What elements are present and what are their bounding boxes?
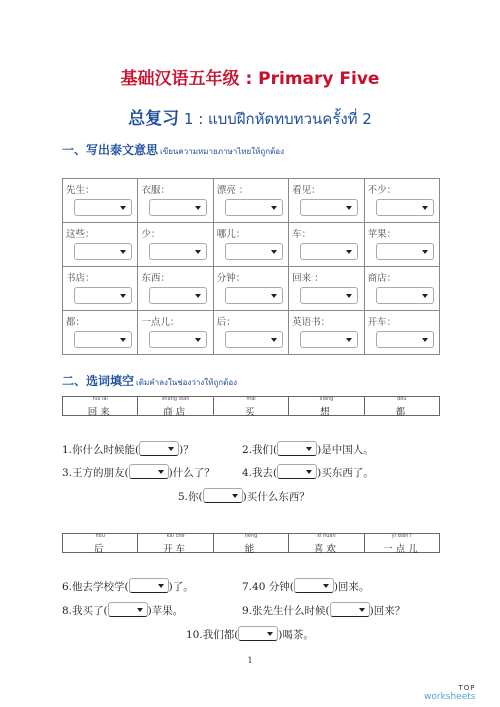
question-8 <box>62 602 183 618</box>
question-text-after: )？ <box>179 444 194 456</box>
answer-dropdown[interactable] <box>108 602 148 617</box>
vocab-word: 哪儿： <box>216 229 246 240</box>
answer-dropdown[interactable] <box>300 243 358 260</box>
page-subtitle <box>0 104 500 131</box>
vocab-word: 开车： <box>367 317 397 328</box>
question-2 <box>242 441 374 457</box>
vocab-cell <box>213 179 288 223</box>
vocab-cell <box>364 267 439 311</box>
section-2-heading <box>62 372 237 389</box>
question-9 <box>242 602 405 618</box>
question-text-after: )买什么东西？ <box>242 491 310 503</box>
vocab-cell <box>138 223 213 267</box>
vocab-cell <box>213 267 288 311</box>
word-bank-cell <box>365 396 439 418</box>
hanzi-word: 都 <box>395 407 409 418</box>
question-text-before: 2.我们( <box>242 444 278 456</box>
answer-dropdown[interactable] <box>139 441 179 456</box>
question-text-before: 10.我们都( <box>186 629 239 641</box>
vocab-word: 看见： <box>292 185 321 196</box>
word-bank-cell <box>63 396 138 418</box>
vocab-cell <box>289 223 364 267</box>
section-1-heading <box>62 141 284 158</box>
answer-dropdown[interactable] <box>149 331 207 348</box>
answer-dropdown[interactable] <box>225 331 283 348</box>
word-bank-cell <box>138 396 213 418</box>
vocab-word: 不少： <box>367 185 397 196</box>
answer-dropdown[interactable] <box>376 199 434 216</box>
pinyin-label: yì diǎn r <box>391 533 413 539</box>
answer-dropdown[interactable] <box>225 243 283 260</box>
section-1-instruction: เขียนความหมายภาษาไทยให้ถูกต้อง <box>160 147 284 156</box>
answer-dropdown[interactable] <box>376 331 434 348</box>
hanzi-word: 一点儿 <box>383 544 421 555</box>
answer-dropdown[interactable] <box>300 331 358 348</box>
vocab-word: 车： <box>292 229 312 240</box>
question-text-before: 7.40 分钟( <box>242 581 294 593</box>
vocab-row <box>63 311 440 355</box>
hanzi-word: 想 <box>320 407 333 418</box>
hanzi-word: 开车 <box>163 544 189 555</box>
answer-dropdown[interactable] <box>74 331 132 348</box>
answer-dropdown[interactable] <box>74 243 132 260</box>
answer-dropdown[interactable] <box>149 199 207 216</box>
question-10 <box>186 626 314 642</box>
vocab-table <box>62 178 440 355</box>
question-text-before: 3.王方的朋友( <box>62 467 129 479</box>
vocab-cell <box>63 267 138 311</box>
question-3 <box>62 464 215 480</box>
answer-dropdown[interactable] <box>149 243 207 260</box>
word-bank-cell <box>63 533 138 555</box>
vocab-cell <box>364 223 439 267</box>
answer-dropdown[interactable] <box>129 578 169 593</box>
question-7 <box>242 578 369 594</box>
question-text-before: 5.你( <box>178 491 203 503</box>
question-text-after: )苹果。 <box>147 605 184 617</box>
vocab-word: 漂亮 ： <box>216 185 249 196</box>
vocab-word: 书店： <box>66 273 95 284</box>
answer-dropdown[interactable] <box>300 287 358 304</box>
answer-dropdown[interactable] <box>238 626 278 641</box>
vocab-word: 这些： <box>66 229 95 240</box>
section-2-instruction: เติมคำลงในช่องว่างให้ถูกต้อง <box>136 378 238 387</box>
question-text-after: )了。 <box>168 581 194 593</box>
answer-dropdown[interactable] <box>376 287 434 304</box>
pinyin-label: néng <box>244 533 258 539</box>
word-bank-cell <box>365 533 439 555</box>
pinyin-label: xǐ huan <box>317 533 336 539</box>
vocab-cell <box>138 179 213 223</box>
section-1-title: 一、写出泰文意思 <box>62 143 159 157</box>
subtitle-chinese: 总复习 <box>128 109 180 129</box>
pinyin-label: xiǎng <box>319 396 334 402</box>
vocab-word: 回来 ： <box>292 273 324 284</box>
hanzi-word: 买 <box>244 407 258 418</box>
question-text-before: 9.张先生什么时候( <box>242 605 330 617</box>
vocab-cell <box>138 267 213 311</box>
vocab-row <box>63 179 440 223</box>
vocab-cell <box>138 311 213 355</box>
word-bank-2 <box>62 533 440 553</box>
pinyin-label: huí lái <box>92 396 108 402</box>
vocab-word: 苹果： <box>367 229 397 240</box>
answer-dropdown[interactable] <box>300 199 358 216</box>
answer-dropdown[interactable] <box>74 287 132 304</box>
vocab-cell <box>364 311 439 355</box>
vocab-cell <box>213 311 288 355</box>
vocab-word: 少： <box>141 229 161 240</box>
vocab-cell <box>289 179 364 223</box>
vocab-word: 都： <box>66 317 86 328</box>
vocab-word: 先生： <box>66 185 95 196</box>
logo-top-text: TOP <box>458 684 476 692</box>
word-bank-1 <box>62 396 440 416</box>
question-text-before: 4.我去( <box>242 467 278 479</box>
answer-dropdown[interactable] <box>277 464 317 479</box>
answer-dropdown[interactable] <box>277 441 317 456</box>
topworksheets-logo[interactable] <box>424 684 475 702</box>
pinyin-label: hòu <box>95 533 105 539</box>
page-title: 基础汉语五年级 : Primary Five <box>120 69 380 89</box>
vocab-word: 衣服： <box>141 185 170 196</box>
vocab-word: 东西： <box>141 273 170 284</box>
word-bank-cell <box>289 396 364 418</box>
answer-dropdown[interactable] <box>225 199 283 216</box>
vocab-cell <box>63 179 138 223</box>
word-bank-cell <box>289 533 364 555</box>
page-number: 1 <box>247 656 253 665</box>
vocab-word: 分钟： <box>216 273 246 284</box>
answer-dropdown[interactable] <box>330 602 370 617</box>
question-text-before: 1.你什么时候能( <box>62 444 140 456</box>
hanzi-word: 后 <box>93 544 107 555</box>
question-text-after: )买东西了。 <box>317 467 374 479</box>
question-text-after: )什么了？ <box>168 467 215 479</box>
pinyin-label: kāi chē <box>166 533 185 539</box>
hanzi-word: 能 <box>244 544 258 555</box>
question-text-after: )回来？ <box>369 605 406 617</box>
pinyin-label: mǎi <box>246 396 256 402</box>
answer-dropdown[interactable] <box>203 488 243 503</box>
answer-dropdown[interactable] <box>225 287 283 304</box>
question-6 <box>62 578 194 594</box>
answer-dropdown[interactable] <box>149 287 207 304</box>
pinyin-label: shāng diàn <box>161 396 190 402</box>
question-4 <box>242 464 374 480</box>
question-5 <box>178 488 310 504</box>
hanzi-word: 回来 <box>87 407 113 418</box>
vocab-row <box>63 267 440 311</box>
subtitle-thai: 1 : แบบฝึกหัดทบทวนครั้งที่ 2 <box>183 110 372 128</box>
question-text-after: )是中国人。 <box>317 444 374 456</box>
question-text-before: 6.他去学校学( <box>62 581 129 593</box>
answer-dropdown[interactable] <box>376 243 434 260</box>
answer-dropdown[interactable] <box>129 464 169 479</box>
hanzi-word: 喜欢 <box>313 544 339 555</box>
pinyin-label: dōu <box>397 396 407 402</box>
section-2-title: 二、选词填空 <box>62 374 135 388</box>
word-bank-cell <box>214 533 289 555</box>
question-text-after: )回来。 <box>333 581 370 593</box>
vocab-cell <box>63 311 138 355</box>
answer-dropdown[interactable] <box>294 578 334 593</box>
vocab-word: 后： <box>216 317 236 328</box>
question-text-after: )喝茶。 <box>278 629 314 641</box>
answer-dropdown[interactable] <box>74 199 132 216</box>
vocab-cell <box>63 223 138 267</box>
logo-bottom-text: worksheets <box>424 692 476 702</box>
vocab-word: 一点儿： <box>141 317 180 328</box>
word-bank-cell <box>214 396 289 418</box>
vocab-cell <box>364 179 439 223</box>
question-text-before: 8.我买了( <box>62 605 108 617</box>
vocab-cell <box>289 267 364 311</box>
vocab-cell <box>213 223 288 267</box>
vocab-word: 英语书： <box>292 317 331 328</box>
question-1 <box>62 441 194 457</box>
vocab-row <box>63 223 440 267</box>
word-bank-cell <box>138 533 213 555</box>
hanzi-word: 商店 <box>163 407 189 418</box>
vocab-word: 商店： <box>367 273 397 284</box>
vocab-cell <box>289 311 364 355</box>
